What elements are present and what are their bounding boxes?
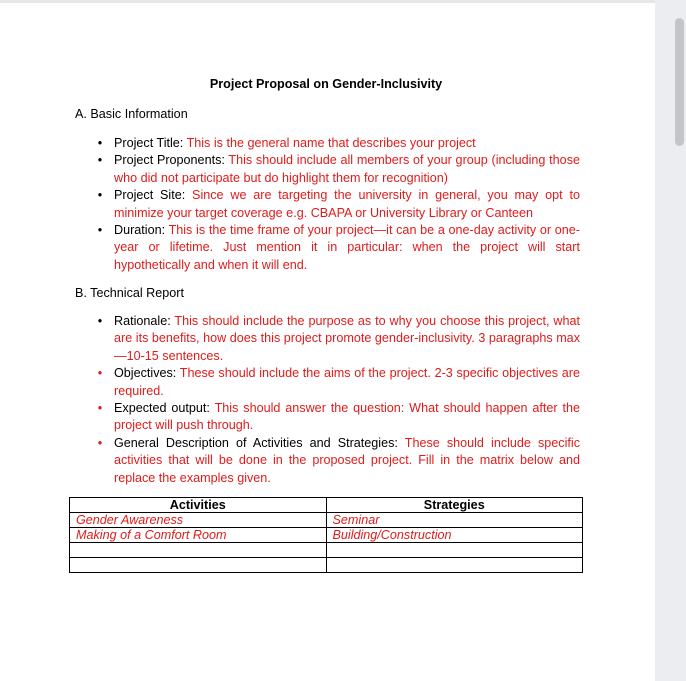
table-header-row bbox=[70, 498, 583, 513]
technical-report-list bbox=[75, 313, 580, 487]
activities-strategies-matrix bbox=[69, 497, 583, 573]
item-hint: Since we are targeting the university in general, you may opt to minimize your target coverage e.g. CBAPA or University Library or Canteen bbox=[114, 188, 580, 220]
item-hint: This should answer the question: What should happen after the project will push through. bbox=[114, 401, 580, 433]
list-item-project-title bbox=[75, 135, 580, 152]
strategy-cell: Building/Construction bbox=[326, 528, 583, 543]
header-activities: Activities bbox=[70, 498, 327, 513]
table-row bbox=[70, 513, 583, 528]
item-label: General Description of Activities and Strategies: bbox=[114, 435, 405, 450]
item-label: Duration: bbox=[114, 223, 169, 238]
bullet-icon: • bbox=[97, 401, 103, 416]
list-item-expected-output bbox=[75, 400, 580, 435]
item-label: Project Site: bbox=[114, 188, 193, 203]
bullet-icon: • bbox=[97, 223, 103, 238]
item-label: Rationale: bbox=[114, 314, 175, 328]
document-page bbox=[0, 3, 655, 681]
item-hint: This is the general name that describes your project bbox=[186, 136, 476, 150]
header-strategies: Strategies bbox=[326, 498, 583, 513]
activity-cell: Gender Awareness bbox=[70, 513, 327, 528]
list-item-duration bbox=[75, 222, 580, 274]
scrollbar-thumb[interactable] bbox=[675, 18, 684, 146]
activity-cell: Making of a Comfort Room bbox=[70, 528, 327, 543]
item-hint: These should include the aims of the project. 2-3 specific objectives are required. bbox=[114, 366, 580, 398]
list-item-activities-strategies bbox=[75, 435, 580, 487]
list-item-rationale bbox=[75, 313, 580, 365]
item-label: Expected output: bbox=[114, 401, 215, 416]
bullet-icon: • bbox=[97, 314, 103, 328]
bullet-icon: • bbox=[97, 136, 103, 150]
item-hint: These should include specific activities that will be done in the proposed project. Fill in the matrix below and replace the examples given. bbox=[114, 435, 580, 485]
list-item-project-proponents bbox=[75, 152, 580, 187]
table-row bbox=[70, 543, 583, 558]
table-row bbox=[70, 558, 583, 573]
activity-cell bbox=[70, 543, 327, 558]
basic-information-list bbox=[75, 135, 580, 274]
strategy-cell: Seminar bbox=[326, 513, 583, 528]
item-label: Project Title: bbox=[114, 136, 187, 150]
item-label: Project Proponents: bbox=[114, 153, 229, 168]
bullet-icon: • bbox=[97, 435, 103, 450]
section-heading-technical-report: B. Technical Report bbox=[75, 286, 184, 300]
item-hint: This is the time frame of your project—it can be a one-day activity or one-year or lifetime. Just mention it in particular: when the project will start hypothetically and when it will end. bbox=[114, 223, 580, 272]
bullet-icon: • bbox=[97, 153, 103, 168]
item-hint: This should include all members of your group (including those who did not participate but do highlight them for recognition) bbox=[114, 153, 580, 185]
section-heading-basic-information: A. Basic Information bbox=[75, 107, 188, 121]
list-item-objectives bbox=[75, 365, 580, 400]
table-row bbox=[70, 528, 583, 543]
bullet-icon: • bbox=[97, 188, 103, 203]
strategy-cell bbox=[326, 543, 583, 558]
bullet-icon: • bbox=[97, 366, 103, 381]
activity-cell bbox=[70, 558, 327, 573]
document-title: Project Proposal on Gender-Inclusivity bbox=[209, 77, 443, 91]
item-hint: This should include the purpose as to why you choose this project, what are its benefits, how does this project promote gender-inclusivity. 3 paragraphs max—10-15 sentences. bbox=[114, 314, 581, 363]
list-item-project-site bbox=[75, 187, 580, 222]
item-label: Objectives: bbox=[114, 366, 180, 381]
strategy-cell bbox=[326, 558, 583, 573]
